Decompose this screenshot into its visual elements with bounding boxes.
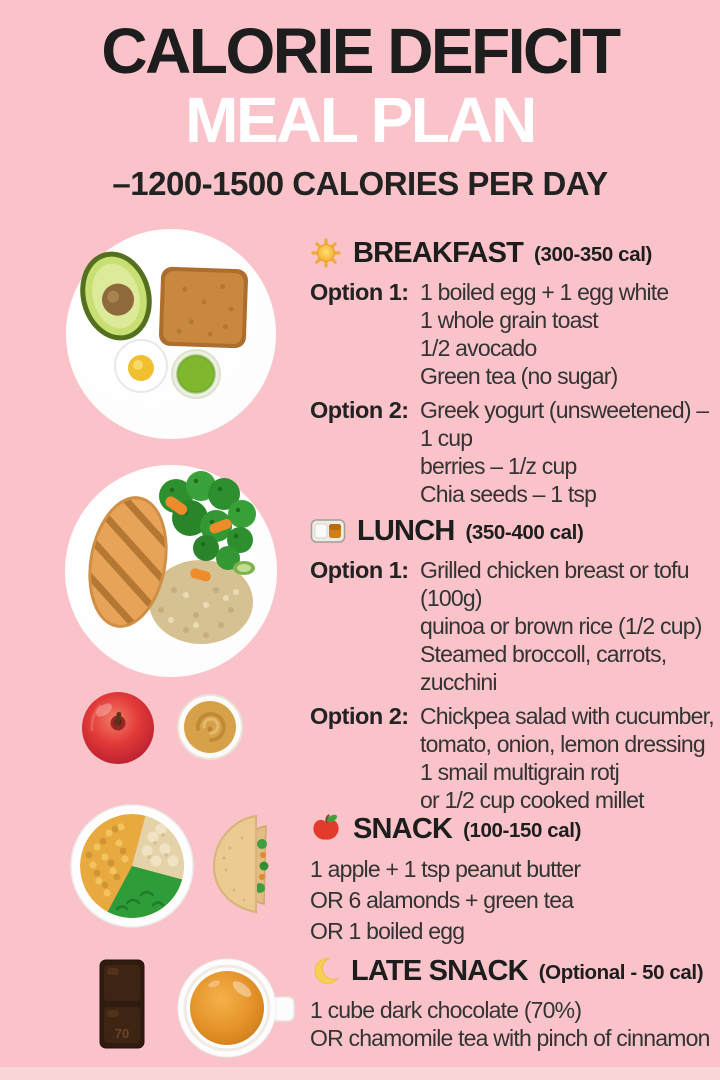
option-label: Option 1: xyxy=(310,279,409,305)
poster-subtitle: –1200-1500 CALORIES PER DAY xyxy=(112,165,608,202)
meal-line: OR chamomile tea with pinch of cinnamon xyxy=(310,1025,710,1051)
breakfast-plate-photo xyxy=(56,222,286,448)
apple-photo xyxy=(80,690,156,766)
lunch-option-1 xyxy=(310,556,720,696)
chamomile-tea-photo xyxy=(176,956,298,1062)
chickpea-bowl-photo xyxy=(69,803,195,929)
meal-line: Chia seeds – 1 tsp xyxy=(420,481,597,507)
lunch-option-2 xyxy=(310,702,720,814)
roti-taco-photo xyxy=(200,808,280,920)
late-snack-lines xyxy=(310,996,720,1052)
option-label: Option 2: xyxy=(310,703,409,729)
meal-line: zucchini xyxy=(420,669,497,695)
meal-line: tomato, onion, lemon dressing xyxy=(420,731,705,757)
bento-icon xyxy=(310,516,346,546)
meal-line: quinoa or brown rice (1/2 cup) xyxy=(420,613,702,639)
dark-chocolate-photo xyxy=(98,958,146,1050)
breakfast-header xyxy=(310,234,720,272)
lunch-header xyxy=(310,512,720,550)
meal-line: 1 cup xyxy=(420,425,473,451)
option-lines xyxy=(420,702,714,814)
meal-line: Greek yogurt (unsweetened) – xyxy=(420,397,709,423)
option-label: Option 2: xyxy=(310,397,409,423)
meal-line: (100g) xyxy=(420,585,482,611)
boiled-egg xyxy=(115,340,167,392)
meal-line: OR 6 alamonds + green tea xyxy=(310,887,574,913)
late-snack-header xyxy=(310,952,720,990)
svg-text:70: 70 xyxy=(114,1026,130,1041)
lunch-calories: (350-400 cal) xyxy=(465,520,584,544)
meal-line: 1/2 avocado xyxy=(420,335,537,361)
meal-line: berries – 1/z cup xyxy=(420,453,577,479)
option-lines xyxy=(420,396,708,508)
bottom-edge-strip xyxy=(0,1067,720,1080)
green-tea-cup xyxy=(172,350,220,398)
poster-title-line1: CALORIE DEFICIT xyxy=(101,15,619,87)
option-lines xyxy=(420,556,702,696)
apple-icon xyxy=(310,813,342,845)
snack-title: SNACK xyxy=(353,812,453,845)
meal-line: 1 smail multigrain rotj xyxy=(420,759,619,785)
meal-line: 1 cube dark chocolate (70%) xyxy=(310,997,582,1023)
lunch-title: LUNCH xyxy=(357,514,455,547)
snack-lines xyxy=(310,854,720,947)
snack-calories: (100-150 cal) xyxy=(463,818,582,842)
section-late-snack xyxy=(310,952,720,1052)
meal-line: or 1/2 cup cooked millet xyxy=(420,787,644,813)
peanut-butter-photo xyxy=(176,693,244,761)
meal-line: Steamed broccoll, carrots, xyxy=(420,641,667,667)
late-snack-calories: (Optional - 50 cal) xyxy=(538,960,704,984)
lunch-plate-photo xyxy=(56,456,286,686)
meal-line: Grilled chicken breast or tofu xyxy=(420,557,689,583)
section-snack xyxy=(310,810,720,947)
poster-title-line2: MEAL PLAN xyxy=(185,84,535,156)
moon-icon xyxy=(310,956,340,986)
snack-header xyxy=(310,810,720,848)
option-label: Option 1: xyxy=(310,557,409,583)
meal-line: Green tea (no sugar) xyxy=(420,363,618,389)
meal-line: Chickpea salad with cucumber, xyxy=(420,703,714,729)
breakfast-calories: (300-350 cal) xyxy=(534,242,652,266)
meal-line: 1 boiled egg + 1 egg white xyxy=(420,279,669,305)
section-breakfast xyxy=(310,234,720,508)
sun-icon xyxy=(310,237,342,269)
meal-line: 1 whole grain toast xyxy=(420,307,598,333)
breakfast-title: BREAKFAST xyxy=(353,236,524,269)
meal-line: 1 apple + 1 tsp peanut butter xyxy=(310,856,581,882)
breakfast-option-1 xyxy=(310,278,720,390)
option-lines xyxy=(420,278,668,390)
section-lunch xyxy=(310,512,720,814)
late-snack-title: LATE SNACK xyxy=(351,954,528,987)
breakfast-option-2 xyxy=(310,396,720,508)
toast-slice xyxy=(159,267,249,349)
meal-line: OR 1 boiled egg xyxy=(310,918,465,944)
